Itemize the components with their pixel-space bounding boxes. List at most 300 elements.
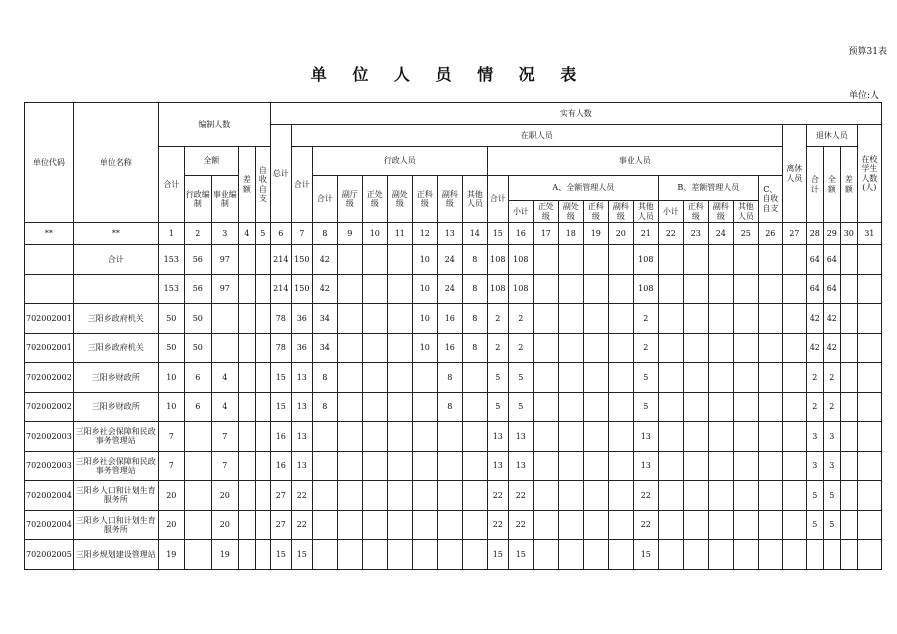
cell-col-21: 22 <box>633 510 658 540</box>
cell-col-5 <box>255 363 270 393</box>
unit-name: 三阳乡人口和计划生育服务所 <box>73 510 158 540</box>
cell-col-1: 50 <box>158 304 184 334</box>
cell-col-25 <box>733 481 758 511</box>
header-tx-quan: 全额 <box>823 147 840 223</box>
cell-col-19 <box>583 422 608 452</box>
cell-col-6: 78 <box>270 304 291 334</box>
cell-col-13: 16 <box>437 304 462 334</box>
cell-col-8: 8 <box>312 392 337 422</box>
cell-col-31 <box>857 510 881 540</box>
unit-code: 702002004 <box>25 481 74 511</box>
cell-col-22 <box>658 304 683 334</box>
table-row <box>25 274 882 304</box>
column-number: 16 <box>508 223 533 245</box>
unit-code: 702002002 <box>25 392 74 422</box>
cell-col-22 <box>658 363 683 393</box>
cell-col-24 <box>708 451 733 481</box>
cell-col-1: 7 <box>158 422 184 452</box>
cell-col-10 <box>362 481 387 511</box>
cell-col-11 <box>387 333 412 363</box>
unit-code: 702002003 <box>25 422 74 452</box>
cell-col-18 <box>558 510 583 540</box>
cell-col-12 <box>412 451 437 481</box>
cell-col-17 <box>533 245 558 275</box>
cell-col-19 <box>583 510 608 540</box>
cell-col-5 <box>255 392 270 422</box>
cell-col-3: 4 <box>211 363 238 393</box>
cell-col-18 <box>558 422 583 452</box>
cell-col-12 <box>412 363 437 393</box>
cell-col-15: 13 <box>487 422 508 452</box>
header-name: 单位名称 <box>73 103 158 223</box>
cell-col-18 <box>558 451 583 481</box>
table-row <box>25 540 882 570</box>
cell-col-3 <box>211 333 238 363</box>
cell-col-6: 15 <box>270 540 291 570</box>
cell-col-9 <box>337 392 362 422</box>
cell-col-2: 6 <box>184 392 211 422</box>
header-total: 总计 <box>270 125 291 223</box>
cell-col-12 <box>412 510 437 540</box>
cell-col-12 <box>412 422 437 452</box>
header-zhengke: 正科级 <box>412 176 437 223</box>
cell-col-11 <box>387 304 412 334</box>
header-a-fuke: 副科级 <box>608 201 633 223</box>
cell-col-20 <box>608 510 633 540</box>
cell-col-11 <box>387 451 412 481</box>
cell-col-6: 15 <box>270 363 291 393</box>
cell-col-16: 5 <box>508 363 533 393</box>
cell-col-27 <box>782 510 806 540</box>
cell-col-12 <box>412 392 437 422</box>
cell-col-10 <box>362 304 387 334</box>
cell-col-23 <box>683 245 708 275</box>
table-row <box>25 392 882 422</box>
cell-col-16: 5 <box>508 392 533 422</box>
cell-col-15: 2 <box>487 333 508 363</box>
cell-col-28: 5 <box>806 510 823 540</box>
cell-col-30 <box>840 540 857 570</box>
cell-col-10 <box>362 245 387 275</box>
cell-col-10 <box>362 422 387 452</box>
cell-col-19 <box>583 245 608 275</box>
cell-col-28 <box>806 540 823 570</box>
cell-col-20 <box>608 481 633 511</box>
cell-col-29: 64 <box>823 274 840 304</box>
cell-col-17 <box>533 481 558 511</box>
unit-code: 702002004 <box>25 510 74 540</box>
cell-col-7: 22 <box>291 510 312 540</box>
unit-code: 702002005 <box>25 540 74 570</box>
column-number: 17 <box>533 223 558 245</box>
cell-col-19 <box>583 540 608 570</box>
cell-col-12: 10 <box>412 274 437 304</box>
unit-code: 702002001 <box>25 333 74 363</box>
cell-col-4 <box>238 392 255 422</box>
cell-col-31 <box>857 540 881 570</box>
cell-col-29 <box>823 540 840 570</box>
cell-col-18 <box>558 274 583 304</box>
cell-col-3 <box>211 304 238 334</box>
cell-col-29: 3 <box>823 451 840 481</box>
cell-col-15: 108 <box>487 274 508 304</box>
cell-col-23 <box>683 481 708 511</box>
cell-col-19 <box>583 363 608 393</box>
cell-col-23 <box>683 422 708 452</box>
cell-col-11 <box>387 540 412 570</box>
cell-col-18 <box>558 363 583 393</box>
cell-col-1: 7 <box>158 451 184 481</box>
cell-col-29: 64 <box>823 245 840 275</box>
cell-col-31 <box>857 304 881 334</box>
header-qita: 其他人员 <box>462 176 487 223</box>
cell-col-9 <box>337 451 362 481</box>
cell-col-22 <box>658 540 683 570</box>
cell-col-11 <box>387 392 412 422</box>
cell-col-7: 15 <box>291 540 312 570</box>
cell-col-3: 20 <box>211 481 238 511</box>
unit-name: 合计 <box>73 245 158 275</box>
cell-col-28: 64 <box>806 274 823 304</box>
cell-col-13: 8 <box>437 392 462 422</box>
cell-col-4 <box>238 481 255 511</box>
cell-col-14: 8 <box>462 333 487 363</box>
header-b-zhengke: 正科级 <box>683 201 708 223</box>
cell-col-27 <box>782 274 806 304</box>
cell-col-19 <box>583 392 608 422</box>
cell-col-22 <box>658 510 683 540</box>
cell-col-22 <box>658 333 683 363</box>
cell-col-17 <box>533 510 558 540</box>
cell-col-26 <box>758 422 782 452</box>
column-number: 15 <box>487 223 508 245</box>
cell-col-31 <box>857 392 881 422</box>
cell-col-4 <box>238 540 255 570</box>
column-number: 19 <box>583 223 608 245</box>
header-student: 在校学生人数(人) <box>857 125 881 223</box>
column-number: 30 <box>840 223 857 245</box>
unit-name: 三阳乡社会保障和民政事务管理站 <box>73 451 158 481</box>
cell-col-25 <box>733 392 758 422</box>
cell-col-21: 15 <box>633 540 658 570</box>
cell-col-11 <box>387 422 412 452</box>
cell-col-25 <box>733 510 758 540</box>
cell-col-21: 22 <box>633 481 658 511</box>
cell-col-20 <box>608 422 633 452</box>
cell-col-26 <box>758 274 782 304</box>
cell-col-28: 5 <box>806 481 823 511</box>
unit-name: 三阳乡人口和计划生育服务所 <box>73 481 158 511</box>
cell-col-26 <box>758 245 782 275</box>
cell-col-16: 22 <box>508 481 533 511</box>
column-number: 7 <box>291 223 312 245</box>
cell-col-8: 34 <box>312 304 337 334</box>
column-number: 3 <box>211 223 238 245</box>
cell-col-8 <box>312 451 337 481</box>
cell-col-14 <box>462 392 487 422</box>
cell-col-12: 10 <box>412 304 437 334</box>
cell-col-16: 13 <box>508 451 533 481</box>
cell-col-30 <box>840 245 857 275</box>
cell-col-19 <box>583 333 608 363</box>
cell-col-3: 19 <box>211 540 238 570</box>
header-zz-total: 合计 <box>291 147 312 223</box>
header-fuke: 副科级 <box>437 176 462 223</box>
cell-col-3: 97 <box>211 245 238 275</box>
cell-col-17 <box>533 540 558 570</box>
cell-col-27 <box>782 333 806 363</box>
cell-col-2 <box>184 510 211 540</box>
column-number: 14 <box>462 223 487 245</box>
cell-col-14: 8 <box>462 274 487 304</box>
header-a-quan: A、全额管理人员 <box>508 176 658 201</box>
cell-col-14 <box>462 422 487 452</box>
form-tag: 预算31表 <box>848 47 887 57</box>
header-fuchu: 副处级 <box>387 176 412 223</box>
cell-col-23 <box>683 363 708 393</box>
page-title: 单 位 人 员 情 况 表 <box>310 65 587 84</box>
header-zhengchu: 正处级 <box>362 176 387 223</box>
cell-col-24 <box>708 245 733 275</box>
cell-col-23 <box>683 333 708 363</box>
column-number: 22 <box>658 223 683 245</box>
header-b-xiaoji: 小计 <box>658 201 683 223</box>
cell-col-8: 42 <box>312 245 337 275</box>
cell-col-21: 5 <box>633 363 658 393</box>
column-number: 24 <box>708 223 733 245</box>
cell-col-20 <box>608 245 633 275</box>
table-row <box>25 333 882 363</box>
unit-code <box>25 245 74 275</box>
cell-col-1: 153 <box>158 245 184 275</box>
cell-col-16: 2 <box>508 333 533 363</box>
cell-col-28: 42 <box>806 304 823 334</box>
column-number: 1 <box>158 223 184 245</box>
cell-col-10 <box>362 333 387 363</box>
unit-name: 三阳乡政府机关 <box>73 333 158 363</box>
cell-col-2 <box>184 481 211 511</box>
unit-code <box>25 274 74 304</box>
cell-col-24 <box>708 481 733 511</box>
cell-col-15: 13 <box>487 451 508 481</box>
cell-col-26 <box>758 510 782 540</box>
column-number: 21 <box>633 223 658 245</box>
cell-col-11 <box>387 245 412 275</box>
cell-col-6: 27 <box>270 481 291 511</box>
cell-col-26 <box>758 392 782 422</box>
cell-col-8: 42 <box>312 274 337 304</box>
cell-col-15: 15 <box>487 540 508 570</box>
cell-col-13 <box>437 510 462 540</box>
cell-col-30 <box>840 481 857 511</box>
cell-col-7: 22 <box>291 481 312 511</box>
cell-col-17 <box>533 304 558 334</box>
cell-col-30 <box>840 333 857 363</box>
cell-col-1: 10 <box>158 392 184 422</box>
cell-col-29: 5 <box>823 510 840 540</box>
cell-col-9 <box>337 333 362 363</box>
cell-col-13 <box>437 540 462 570</box>
cell-col-25 <box>733 333 758 363</box>
header-a-fuchu: 副处级 <box>558 201 583 223</box>
cell-col-26 <box>758 451 782 481</box>
column-number: 20 <box>608 223 633 245</box>
cell-col-14: 8 <box>462 245 487 275</box>
cell-col-6: 78 <box>270 333 291 363</box>
cell-col-5 <box>255 274 270 304</box>
cell-col-20 <box>608 333 633 363</box>
cell-col-5 <box>255 304 270 334</box>
column-number: 12 <box>412 223 437 245</box>
cell-col-7: 150 <box>291 245 312 275</box>
header-b-cha: B、差额管理人员 <box>658 176 758 201</box>
cell-col-22 <box>658 392 683 422</box>
cell-col-29: 5 <box>823 481 840 511</box>
header-quan-e: 全额 <box>184 147 238 176</box>
cell-col-28: 64 <box>806 245 823 275</box>
header-a-qita: 其他人员 <box>633 201 658 223</box>
cell-col-14 <box>462 363 487 393</box>
column-number: 23 <box>683 223 708 245</box>
column-number: 13 <box>437 223 462 245</box>
cell-col-11 <box>387 274 412 304</box>
unit-label: 单位:人 <box>848 91 879 101</box>
cell-col-18 <box>558 245 583 275</box>
cell-col-2: 50 <box>184 304 211 334</box>
cell-col-9 <box>337 363 362 393</box>
cell-col-22 <box>658 245 683 275</box>
cell-col-26 <box>758 481 782 511</box>
header-tx-total: 合计 <box>806 147 823 223</box>
cell-col-2: 56 <box>184 245 211 275</box>
cell-col-28: 2 <box>806 363 823 393</box>
cell-col-17 <box>533 451 558 481</box>
cell-col-22 <box>658 451 683 481</box>
cell-col-11 <box>387 481 412 511</box>
column-number: 5 <box>255 223 270 245</box>
unit-name <box>73 274 158 304</box>
cell-col-24 <box>708 304 733 334</box>
cell-col-21: 5 <box>633 392 658 422</box>
cell-col-22 <box>658 274 683 304</box>
cell-col-6: 214 <box>270 245 291 275</box>
cell-col-7: 13 <box>291 392 312 422</box>
table-row <box>25 363 882 393</box>
cell-col-31 <box>857 422 881 452</box>
cell-col-1: 19 <box>158 540 184 570</box>
cell-col-17 <box>533 274 558 304</box>
cell-col-21: 2 <box>633 304 658 334</box>
cell-col-7: 36 <box>291 333 312 363</box>
cell-col-20 <box>608 363 633 393</box>
cell-col-19 <box>583 304 608 334</box>
table-row <box>25 481 882 511</box>
staff-table <box>24 102 882 570</box>
cell-col-22 <box>658 422 683 452</box>
cell-col-27 <box>782 245 806 275</box>
column-number: 10 <box>362 223 387 245</box>
cell-col-29: 42 <box>823 333 840 363</box>
cell-col-2 <box>184 422 211 452</box>
column-number: 11 <box>387 223 412 245</box>
cell-col-10 <box>362 392 387 422</box>
cell-col-21: 108 <box>633 245 658 275</box>
header-c-zi: C、自收自支 <box>758 176 782 223</box>
cell-col-13: 8 <box>437 363 462 393</box>
cell-col-18 <box>558 392 583 422</box>
cell-col-7: 150 <box>291 274 312 304</box>
header-zishou: 自收自支 <box>255 147 270 223</box>
cell-col-4 <box>238 274 255 304</box>
cell-col-19 <box>583 274 608 304</box>
header-bianzhi: 编制人数 <box>158 103 270 147</box>
header-a-xiaoji: 小计 <box>508 201 533 223</box>
cell-col-15: 108 <box>487 245 508 275</box>
cell-col-7: 13 <box>291 363 312 393</box>
column-number: 2 <box>184 223 211 245</box>
column-number: ** <box>25 223 74 245</box>
cell-col-24 <box>708 422 733 452</box>
cell-col-29: 42 <box>823 304 840 334</box>
cell-col-9 <box>337 245 362 275</box>
cell-col-15: 22 <box>487 510 508 540</box>
cell-col-1: 20 <box>158 510 184 540</box>
table-row <box>25 245 882 275</box>
cell-col-31 <box>857 333 881 363</box>
column-number: 25 <box>733 223 758 245</box>
cell-col-5 <box>255 451 270 481</box>
cell-col-27 <box>782 363 806 393</box>
cell-col-27 <box>782 540 806 570</box>
cell-col-25 <box>733 451 758 481</box>
cell-col-5 <box>255 540 270 570</box>
cell-col-1: 10 <box>158 363 184 393</box>
cell-col-31 <box>857 245 881 275</box>
cell-col-26 <box>758 333 782 363</box>
cell-col-5 <box>255 245 270 275</box>
cell-col-25 <box>733 274 758 304</box>
cell-col-5 <box>255 333 270 363</box>
header-b-qita: 其他人员 <box>733 201 758 223</box>
header-xz-total: 合计 <box>312 176 337 223</box>
cell-col-14 <box>462 540 487 570</box>
cell-col-23 <box>683 304 708 334</box>
cell-col-13 <box>437 422 462 452</box>
cell-col-6: 16 <box>270 422 291 452</box>
cell-col-19 <box>583 451 608 481</box>
cell-col-12: 10 <box>412 333 437 363</box>
header-a-zhengchu: 正处级 <box>533 201 558 223</box>
cell-col-28: 3 <box>806 422 823 452</box>
column-number: 6 <box>270 223 291 245</box>
cell-col-18 <box>558 304 583 334</box>
cell-col-26 <box>758 304 782 334</box>
cell-col-12: 10 <box>412 245 437 275</box>
cell-col-29: 3 <box>823 422 840 452</box>
cell-col-20 <box>608 392 633 422</box>
cell-col-23 <box>683 540 708 570</box>
header-xingzheng: 行政人员 <box>312 147 487 176</box>
cell-col-24 <box>708 540 733 570</box>
cell-col-2 <box>184 451 211 481</box>
cell-col-3: 97 <box>211 274 238 304</box>
cell-col-5 <box>255 422 270 452</box>
header-tx-cha: 差额 <box>840 147 857 223</box>
header-shiye: 事业人员 <box>487 147 782 176</box>
cell-col-30 <box>840 274 857 304</box>
cell-col-23 <box>683 274 708 304</box>
cell-col-24 <box>708 333 733 363</box>
